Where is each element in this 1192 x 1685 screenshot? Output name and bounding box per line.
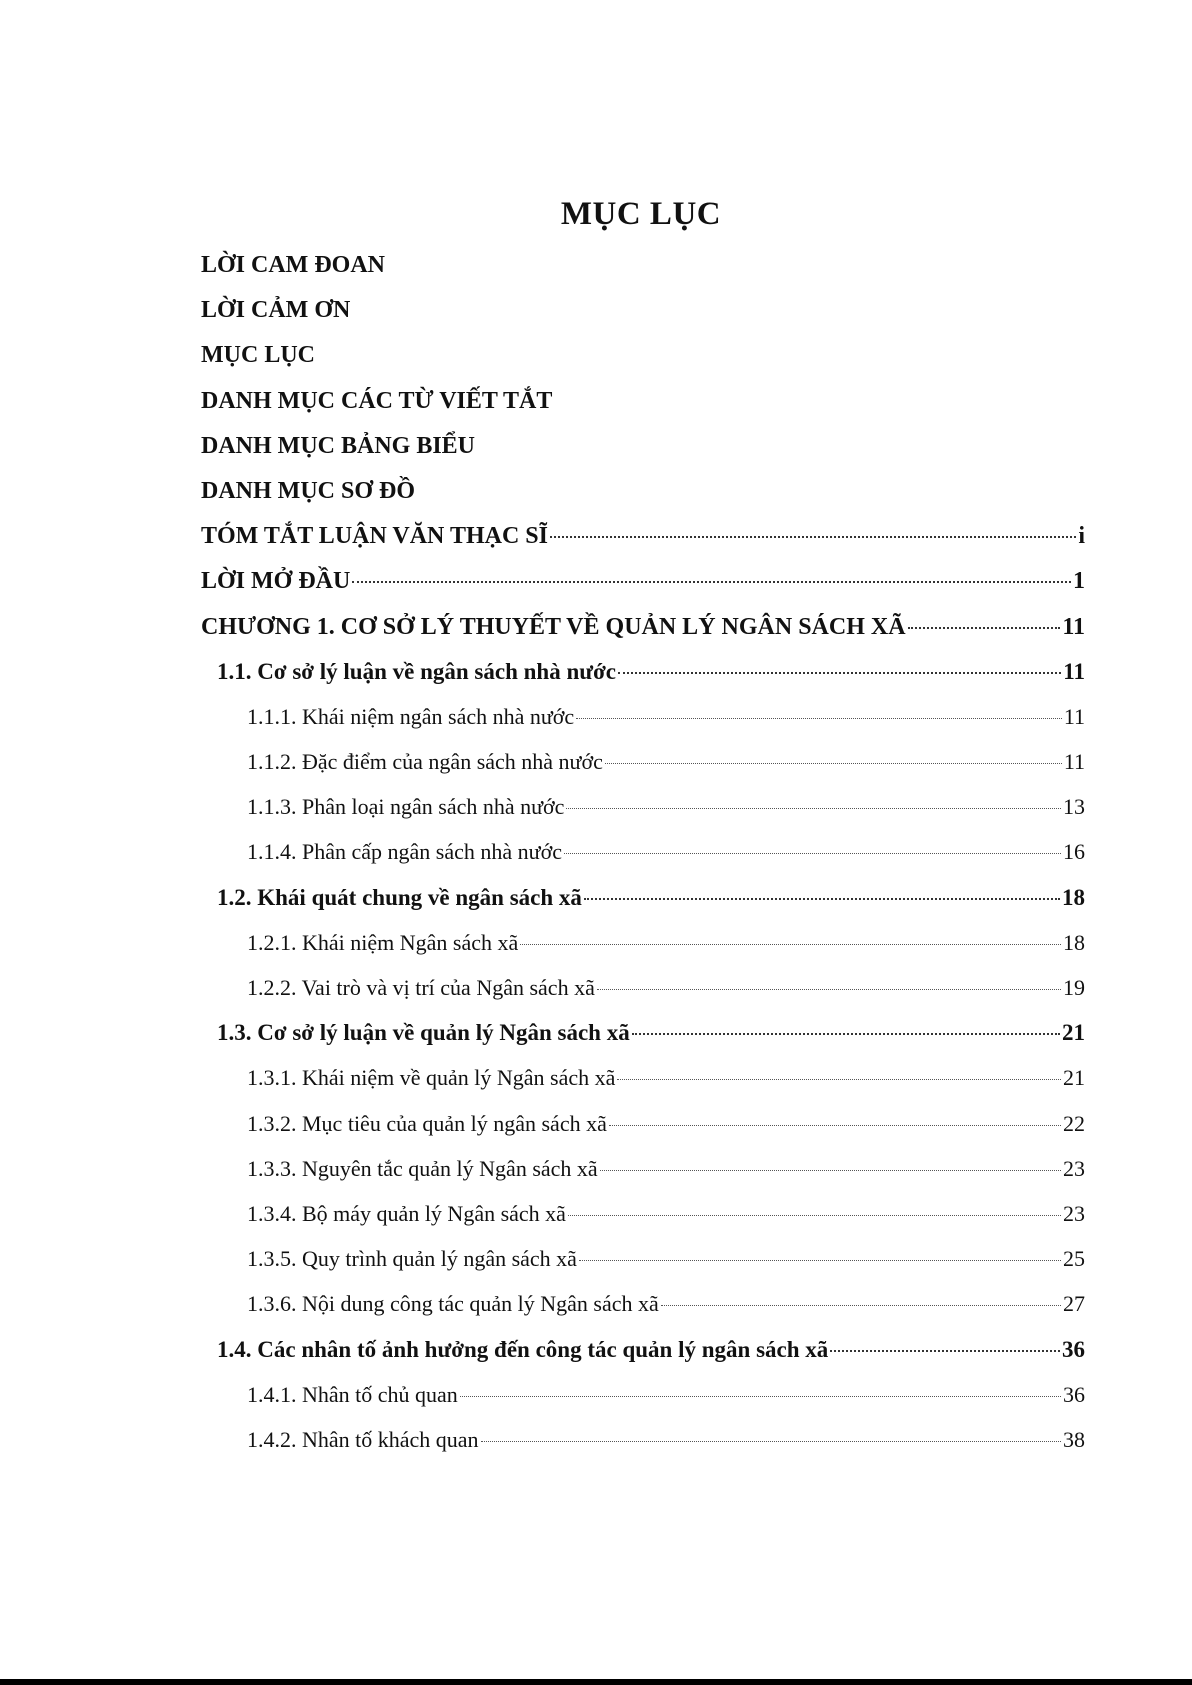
toc-entry-label: 1.4. Các nhân tố ảnh hưởng đến công tác quản lý ngân sách xã	[217, 1336, 829, 1362]
dot-leader	[564, 853, 1061, 854]
toc-entry-page-number: 38	[1063, 1426, 1085, 1452]
toc-entry	[201, 1111, 1085, 1156]
toc-entry-page-number: 11	[1063, 703, 1085, 729]
toc-entry-label: 1.1.4. Phân cấp ngân sách nhà nước	[247, 839, 562, 865]
toc-entry	[201, 568, 1085, 613]
toc-entry	[201, 1020, 1085, 1065]
toc-entry	[201, 1156, 1085, 1201]
toc-entry-label: MỤC LỤC	[201, 342, 315, 369]
toc-entry-page-number: 27	[1063, 1291, 1085, 1317]
toc-entry-label: 1.4.2. Nhân tố khách quan	[247, 1426, 479, 1452]
toc-entry	[201, 930, 1085, 975]
toc-entry-label: LỜI CAM ĐOAN	[201, 252, 385, 278]
toc-entry-label: TÓM TẮT LUẬN VĂN THẠC SĨ	[201, 523, 548, 550]
toc-entry-label: 1.1.2. Đặc điểm của ngân sách nhà nước	[247, 749, 603, 775]
toc-entry-label: 1.2. Khái quát chung về ngân sách xã	[217, 884, 582, 910]
dot-leader	[618, 672, 1061, 674]
dot-leader	[830, 1350, 1060, 1352]
toc-entry-label: 1.2.1. Khái niệm Ngân sách xã	[247, 929, 519, 955]
toc-entry	[201, 704, 1085, 749]
toc-entry-page-number: 23	[1063, 1155, 1085, 1181]
toc-entry	[201, 1337, 1085, 1382]
dot-leader	[568, 1215, 1061, 1216]
dot-leader	[566, 808, 1061, 809]
dot-leader	[576, 718, 1062, 719]
toc-entry	[201, 433, 1085, 478]
toc-entry	[201, 885, 1085, 930]
toc-entry-page-number: 23	[1063, 1200, 1085, 1226]
toc-entry	[201, 659, 1085, 704]
toc-entry-label: 1.3.6. Nội dung công tác quản lý Ngân sách xã	[247, 1291, 659, 1317]
toc-entry-label: 1.3. Cơ sở lý luận về quản lý Ngân sách xã	[217, 1020, 630, 1046]
toc-entry	[201, 1382, 1085, 1427]
toc-entry-label: LỜI MỞ ĐẦU	[201, 568, 351, 595]
toc-entry-page-number: 13	[1063, 794, 1085, 820]
toc-entry-page-number: i	[1078, 523, 1085, 550]
toc-entry-page-number: 11	[1062, 613, 1085, 640]
dot-leader	[597, 989, 1061, 990]
toc-entry-label: LỜI CẢM ƠN	[201, 297, 351, 324]
toc-entry-page-number: 18	[1063, 929, 1085, 955]
toc-entry-label: 1.3.1. Khái niệm về quản lý Ngân sách xã	[247, 1065, 616, 1091]
dot-leader	[584, 898, 1060, 900]
toc-entry-page-number: 22	[1063, 1110, 1085, 1136]
toc-entry-page-number: 21	[1063, 1065, 1085, 1091]
toc-entry	[201, 297, 1085, 342]
toc-entry-label: DANH MỤC SƠ ĐỒ	[201, 477, 415, 504]
toc-entry	[201, 1201, 1085, 1246]
toc-entry	[201, 1065, 1085, 1110]
toc-entry-page-number: 11	[1063, 658, 1085, 684]
dot-leader	[520, 944, 1061, 945]
toc-entry-label: 1.3.3. Nguyên tắc quản lý Ngân sách xã	[247, 1155, 598, 1181]
toc-entry	[201, 794, 1085, 839]
toc-entry	[201, 252, 1085, 297]
dot-leader	[481, 1441, 1061, 1442]
dot-leader	[550, 536, 1076, 538]
dot-leader	[609, 1125, 1061, 1126]
toc-entry-page-number: 25	[1063, 1246, 1085, 1272]
dot-leader	[600, 1170, 1061, 1171]
toc-entry	[201, 342, 1085, 387]
toc-entry-page-number: 1	[1073, 568, 1085, 595]
toc-entry-label: DANH MỤC CÁC TỪ VIẾT TẮT	[201, 387, 553, 414]
toc-entry-label: 1.1.3. Phân loại ngân sách nhà nước	[247, 794, 565, 820]
toc-entry-label: 1.3.4. Bộ máy quản lý Ngân sách xã	[247, 1200, 566, 1226]
toc-entry-page-number: 11	[1063, 749, 1085, 775]
page-bottom-border	[0, 1679, 1192, 1685]
dot-leader	[579, 1260, 1061, 1261]
toc-title: MỤC LỤC	[560, 196, 722, 232]
toc-entry-label: 1.3.5. Quy trình quản lý ngân sách xã	[247, 1246, 577, 1272]
toc-entry	[201, 839, 1085, 884]
toc-entry	[201, 388, 1085, 433]
toc-entry	[201, 1246, 1085, 1291]
toc-entry-page-number: 36	[1063, 1381, 1085, 1407]
dot-leader	[632, 1033, 1060, 1035]
dot-leader	[352, 581, 1071, 583]
dot-leader	[908, 627, 1061, 629]
dot-leader	[605, 763, 1062, 764]
toc-entry	[201, 749, 1085, 794]
toc-entry-label: 1.1. Cơ sở lý luận về ngân sách nhà nước	[217, 658, 617, 684]
toc-entry	[201, 975, 1085, 1020]
toc-entry-page-number: 36	[1062, 1336, 1085, 1362]
toc-entry-page-number: 16	[1063, 839, 1085, 865]
dot-leader	[617, 1079, 1061, 1080]
toc-entry-label: 1.4.1. Nhân tố chủ quan	[247, 1381, 458, 1407]
toc-entry-label: 1.2.2. Vai trò và vị trí của Ngân sách xã	[247, 975, 595, 1000]
toc-entry	[201, 478, 1085, 523]
toc-entry-page-number: 21	[1062, 1020, 1085, 1046]
dot-leader	[661, 1305, 1061, 1306]
table-of-contents	[201, 252, 1085, 1472]
toc-entry-label: 1.3.2. Mục tiêu của quản lý ngân sách xã	[247, 1110, 607, 1136]
toc-entry-label: 1.1.1. Khái niệm ngân sách nhà nước	[247, 703, 575, 729]
toc-entry	[201, 523, 1085, 568]
dot-leader	[460, 1396, 1061, 1397]
toc-entry-page-number: 18	[1062, 884, 1085, 910]
toc-entry-label: CHƯƠNG 1. CƠ SỞ LÝ THUYẾT VỀ QUẢN LÝ NGÂN SÁCH XÃ	[201, 613, 906, 640]
toc-entry-page-number: 19	[1063, 975, 1085, 1000]
toc-entry	[201, 1291, 1085, 1336]
toc-entry	[201, 1427, 1085, 1472]
toc-entry	[201, 614, 1085, 659]
toc-entry-label: DANH MỤC BẢNG BIỂU	[201, 432, 476, 459]
